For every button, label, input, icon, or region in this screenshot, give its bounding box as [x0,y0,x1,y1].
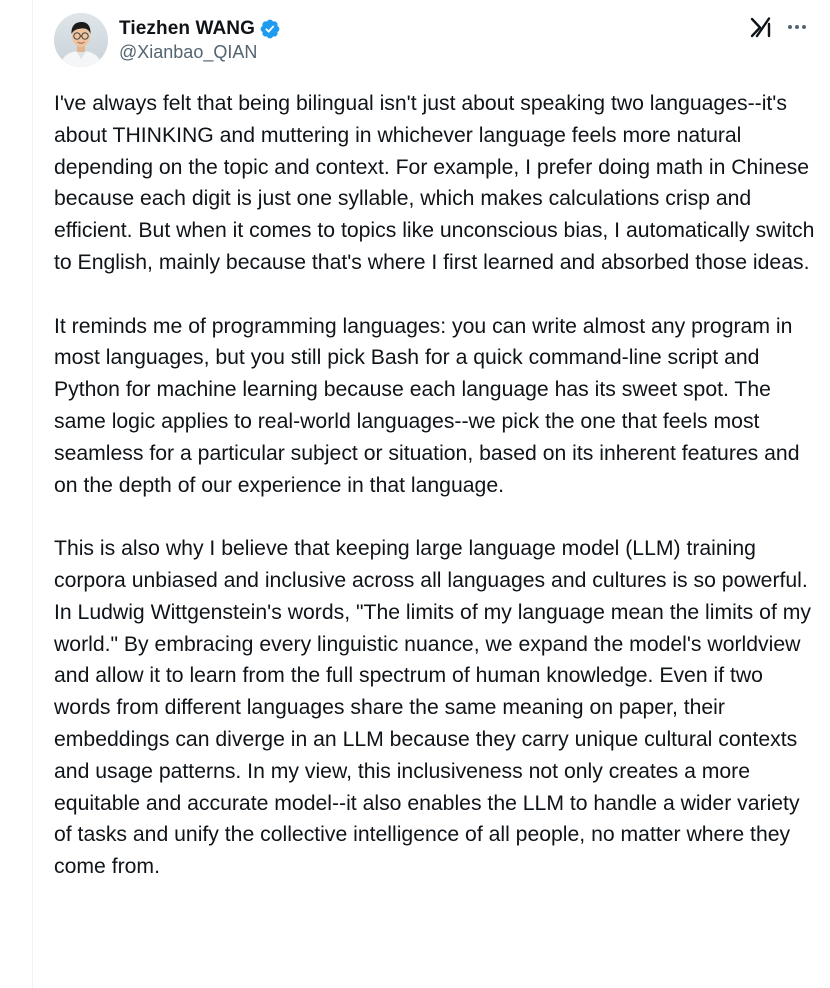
author-handle[interactable]: @Xianbao_QIAN [119,42,258,62]
more-options-button[interactable] [782,12,812,42]
tweet-text [54,88,818,883]
tweet-paragraph: It reminds me of programming languages: you can write almost any program in most languages, but you still pick Bash for a quick command-line script and Python for machine learning because each language has its sweet spot. The same logic applies to real-world languages--we pick the one that feels most seamless for a particular subject or situation, based on its inherent features and on the depth of our experience in that language. [54,314,800,497]
author-display-name[interactable]: Tiezhen WANG [119,18,255,39]
more-horizontal-icon [787,24,807,30]
grok-button[interactable] [746,12,776,42]
user-avatar-photo-icon [54,13,108,67]
tweet-paragraph: I've always felt that being bilingual isn't just about speaking two languages--it's about THINKING and muttering in whichever language feels more natural depending on the topic and context. For example, I prefer doing math in Chinese because each digit is just one syllable, which makes calculations crisp and efficient. But when it comes to topics like unconscious bias, I automatically switch to English, mainly because that's where I first learned and absorbed those ideas. [54,92,815,274]
avatar[interactable] [54,13,108,67]
author-name-row [119,16,281,42]
tweet-paragraph: This is also why I believe that keeping large language model (LLM) training corpora unbiased and inclusive across all languages and cultures is so powerful. In Ludwig Wittgenstein's words, "The limits of my language mean the limits of my world." By embracing every linguistic nuance, we expand the model's worldview and allow it to learn from the full spectrum of human knowledge. Even if two words from different languages share the same meaning on paper, their embeddings can diverge in an LLM because they carry unique cultural contexts and usage patterns. In my view, this inclusiveness not only creates a more equitable and accurate model--it also enables the LLM to handle a wider variety of tasks and unify the collective intelligence of all people, no matter where they come from. [54,537,811,879]
grok-icon [749,16,773,38]
verified-badge-icon [259,18,281,40]
